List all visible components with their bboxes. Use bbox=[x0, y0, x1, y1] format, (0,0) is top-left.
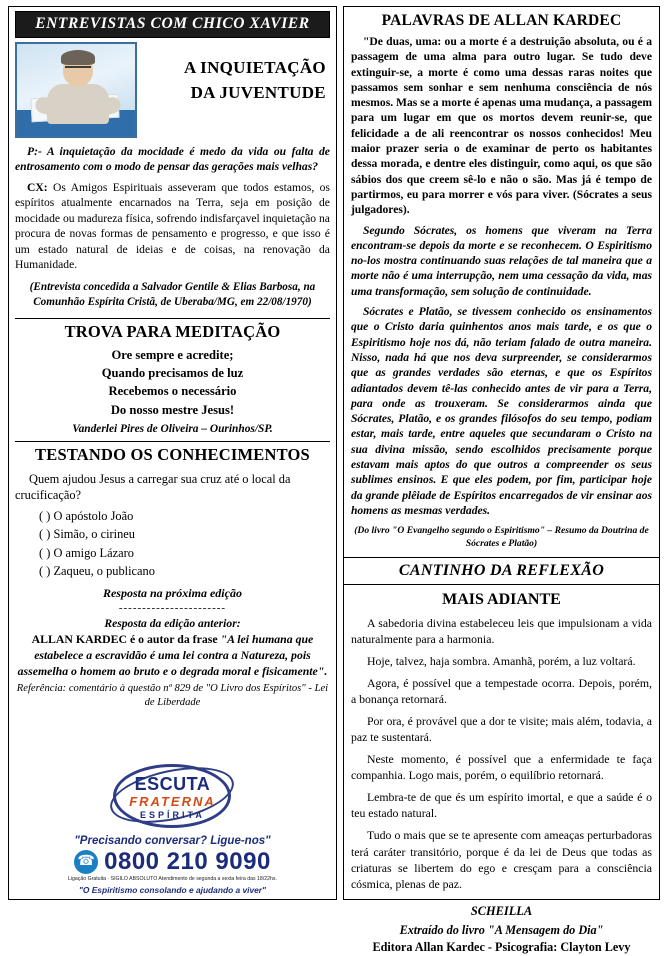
interview-answer bbox=[15, 180, 330, 273]
reflection-paragraph: Hoje, talvez, haja sombra. Amanhã, porém, a luz voltará. bbox=[366, 654, 636, 669]
interview-question: P:- A inquietação da mocidade é medo da vida ou falta de entrosamento com o modo de pensar das gerações mais velhas? bbox=[15, 145, 330, 174]
phone-icon bbox=[74, 850, 98, 874]
logo-text-fraterna: FRATERNA bbox=[129, 793, 216, 809]
escuta-fraterna-ad bbox=[15, 760, 330, 895]
quiz-next-edition-note: Resposta na próxima edição bbox=[102, 585, 242, 600]
reflection-source-publisher: Editora Allan Kardec - Psicografia: Clayton Levy bbox=[372, 940, 631, 955]
poem-line: Ore sempre e acredite; bbox=[111, 347, 234, 362]
previous-answer-label: Resposta da edição anterior: bbox=[104, 616, 241, 630]
answer-lead: CX: bbox=[27, 180, 48, 194]
reflection-signature: SCHEILLA bbox=[470, 903, 533, 918]
quiz-option[interactable]: ( ) Zaqueu, o publicano bbox=[39, 564, 155, 579]
left-spacer bbox=[15, 714, 330, 760]
poem-line: Recebemos o necessário bbox=[108, 384, 237, 399]
kardec-source: (Do livro "O Evangelho segundo o Espiritismo" – Resumo da Doutrina de Sócrates e Platão) bbox=[354, 525, 649, 549]
reflection-paragraph: Por ora, é provável que a dor te visite; mais além, todavia, a paz te sustentará. bbox=[350, 714, 652, 745]
escuta-fraterna-logo bbox=[107, 762, 237, 828]
reflection-paragraph: Neste momento, é possível que a enfermidade te faça companhia. Logo mais, porém, o equilíbrio retornará. bbox=[350, 752, 652, 783]
quiz-option[interactable]: ( ) O apóstolo João bbox=[39, 508, 134, 523]
ad-phone-number[interactable]: 0800 210 9090 bbox=[104, 847, 271, 875]
logo-text-escuta: ESCUTA bbox=[134, 773, 211, 794]
quiz-option[interactable]: ( ) O amigo Lázaro bbox=[39, 545, 134, 560]
article-title bbox=[145, 42, 330, 105]
article-title-line2: DA JUVENTUDE bbox=[190, 82, 326, 102]
ad-tagline: "Precisando conversar? Ligue-nos" bbox=[74, 834, 271, 847]
interviews-banner: ENTREVISTAS COM CHICO XAVIER bbox=[15, 11, 330, 38]
previous-answer-quote: "A lei humana que estabelece a escravidão é uma lei contra a Natureza, pois assemelha o homem ao bruto e o degrada moral e fisicamente". bbox=[17, 631, 328, 678]
reflection-paragraph: Agora, é possível que a tempestade ocorra. Depois, porém, a bonança retornará. bbox=[350, 676, 652, 707]
quiz-options bbox=[15, 507, 330, 581]
answer-text: Os Amigos Espirituais asseveram que todos estamos, os espíritos atualmente encarnados na Terra, seja em posição de mocidade ou madureza física, sofrendo indisfarçavel inquietação na procura de novas formas de pensamento e progresso, e que isso é um estado natural de ideias e de coisas, na renovação da Humanidade. bbox=[15, 180, 330, 272]
reflection-source-book: Extraído do livro "A Mensagem do Dia" bbox=[399, 922, 604, 937]
kardec-paragraph: "De duas, uma: ou a morte é a destruição absoluta, ou é a passagem de uma alma para outro lugar. Se tudo deve extinguir-se, a morte é como uma dessas raras noites que passamos sem sonhar e sem nenhuma consciência de nós mesmos. Mas se a morte é apenas uma mudança, a passagem para um lugar em que os mortos devem reunir-se, que felicidade a de ali reencontrar os nossos conhecidos! Meu maior prazer seria o de examinar de perto os habitantes dessa morada, e dentre eles distinguir, como aqui, os que são sábios dos que creem sê-lo e não o são. Mas já é tempo de partirmos, eu para morrer e vós para viver. (Sócrates a seus julgadores). bbox=[350, 35, 652, 217]
meditation-title: TROVA PARA MEDITAÇÃO bbox=[15, 318, 330, 342]
ad-phone-row[interactable] bbox=[15, 848, 330, 876]
glasses-icon bbox=[65, 66, 91, 75]
kardec-paragraph: Segundo Sócrates, os homens que viveram na Terra encontram-se depois da morte e se reconhecem. O Espiritismo no-los mostra continuando suas relações de tal maneira que a morte não é uma interrupção, nem uma cessação da vida, mas uma transformação, sem solução de continuidade. bbox=[350, 223, 652, 298]
kardec-paragraph: Sócrates e Platão, se tivessem conhecido os ensinamentos que o Cristo daria quinhentos anos mais tarde, e os que o Espiritismo hoje nos dá, não teriam falado de outra maneira. Nisso, nada há que nos deva surpreender, se considerarmos que as grandes verdades são eternas, e que os Espíritos adiantados devem tê-las conhecido antes de vir para a Terra, para onde as trouxeram. Se considerarmos ainda que Sócrates, Platão, e os grandes filósofos do seu tempo, podiam estar, mais tarde, entre aqueles que secundaram o Cristo na sua divina missão, sendo escolhidos precisamente porque estavam mais aptos do que outros a compreender os seus sublimes ensinos. E que eles podem, por fim, participar hoje da grande plêiade de Espíritos encarregados de vir ensinar aos homens as mesmas verdades. bbox=[350, 305, 652, 517]
right-column bbox=[343, 6, 660, 955]
previous-answer-reference: Referência: comentário à questão nº 829 de "O Livro dos Espíritos" - Lei de Liberdade bbox=[16, 683, 329, 709]
meditation-poem bbox=[15, 346, 330, 419]
quiz-title: TESTANDO OS CONHECIMENTOS bbox=[15, 441, 330, 465]
reflection-section-title: CANTINHO DA REFLEXÃO bbox=[344, 557, 659, 585]
logo-text-espirita: ESPÍRITA bbox=[140, 809, 205, 820]
reflection-paragraph: A sabedoria divina estabeleceu leis que impulsionam a vida naturalmente para a harmonia. bbox=[350, 616, 652, 647]
ad-footer-slogan: "O Espiritismo consolando e ajudando a viver" bbox=[78, 885, 267, 895]
chico-xavier-photo bbox=[15, 42, 137, 138]
photo-hair bbox=[61, 50, 95, 65]
previous-answer-pre: ALLAN KARDEC é o autor da frase bbox=[31, 631, 221, 646]
left-column bbox=[8, 6, 337, 900]
ad-fine-print: Ligação Gratuita · SIGILO ABSOLUTO Atendimento de segunda a sexta feira das 18/22hs. bbox=[67, 875, 277, 882]
reflection-subtitle: MAIS ADIANTE bbox=[442, 591, 561, 609]
kardec-section-title: PALAVRAS DE ALLAN KARDEC bbox=[381, 12, 622, 29]
article-title-line1: A INQUIETAÇÃO bbox=[183, 58, 326, 77]
interview-header bbox=[15, 42, 330, 138]
previous-answer bbox=[17, 632, 328, 679]
reflection-paragraph: Lembra-te de que és um espírito imortal, e que a saúde é o teu estado natural. bbox=[350, 790, 652, 821]
divider-dashes: ----------------------- bbox=[118, 601, 227, 614]
poem-signature: Vanderlei Pires de Oliveira – Ourinhos/SP. bbox=[72, 422, 273, 435]
quiz-question: Quem ajudou Jesus a carregar sua cruz até o local da crucificação? bbox=[15, 471, 291, 503]
poem-line: Do nosso mestre Jesus! bbox=[110, 402, 235, 417]
reflection-paragraph: Tudo o mais que se te apresente com ameaças perturbadoras terá caráter transitório, porque é da lei de Deus que todas as criaturas se libertem do ego e cresçam para a consciência cósmica, plenas de paz. bbox=[350, 828, 652, 891]
interview-source: (Entrevista concedida a Salvador Gentile & Elias Barbosa, na Comunhão Espírita Cristã, de Uberaba/MG, em 22/08/1970) bbox=[29, 280, 316, 308]
poem-line: Quando precisamos de luz bbox=[101, 366, 244, 381]
quiz-option[interactable]: ( ) Simão, o cirineu bbox=[39, 527, 136, 542]
